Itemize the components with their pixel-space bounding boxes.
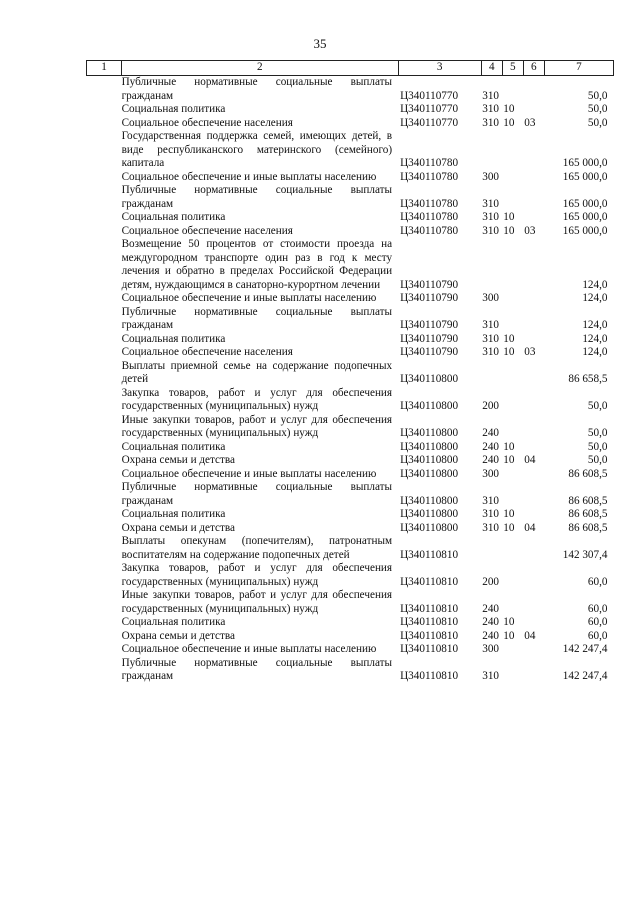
row-spacer: [87, 414, 122, 441]
table-row: [87, 103, 614, 117]
row-sum: 86 658,5: [568, 373, 608, 385]
table-row: [87, 414, 614, 441]
row-pr: 04: [524, 629, 536, 642]
row-name: Иные закупки товаров, работ и услуг для обеспечения государственных (муниципальных) нужд: [121, 413, 393, 439]
row-pr: [523, 562, 544, 589]
row-spacer: [87, 130, 122, 171]
row-rz: 10: [503, 454, 515, 466]
row-rz: 10: [503, 332, 515, 345]
row-rz: [502, 414, 523, 441]
row-sum: 50,0: [587, 427, 608, 439]
row-sum: 50,0: [587, 400, 608, 412]
row-code: Ц340110780: [400, 170, 459, 183]
row-vr: 310: [482, 670, 500, 682]
row-code: Ц340110810: [400, 616, 459, 628]
row-spacer: [87, 616, 122, 630]
row-code: Ц340110780: [400, 157, 459, 169]
row-vr: 240: [482, 454, 500, 466]
row-spacer: [87, 103, 122, 117]
row-sum: 165 000,0: [562, 197, 608, 210]
row-name: Социальное обеспечение и иные выплаты населению: [121, 170, 377, 183]
row-spacer: [87, 522, 122, 536]
row-name: Публичные нормативные социальные выплаты гражданам: [121, 76, 393, 102]
table-row: [87, 616, 614, 630]
row-sum: 124,0: [582, 292, 608, 304]
row-spacer: [87, 117, 122, 131]
row-pr: 03: [524, 224, 536, 237]
row-rz: [502, 468, 523, 482]
row-pr: [523, 103, 544, 117]
row-spacer: [87, 535, 122, 562]
row-vr: 310: [482, 319, 500, 331]
row-sum: 60,0: [587, 575, 608, 588]
row-vr: 310: [482, 211, 500, 223]
row-sum: 50,0: [587, 454, 608, 466]
row-vr: 300: [482, 170, 500, 183]
row-code: Ц340110770: [400, 89, 459, 102]
row-vr: 240: [482, 629, 500, 642]
table-row: [87, 657, 614, 684]
row-name: Социальное обеспечение населения: [121, 224, 293, 237]
row-sum: 60,0: [587, 616, 608, 628]
row-rz: [502, 76, 523, 104]
row-name: Социальная политика: [121, 103, 226, 115]
row-rz: [502, 292, 523, 306]
row-rz: 10: [503, 224, 515, 237]
table-row: [87, 481, 614, 508]
row-pr: 03: [524, 116, 536, 129]
row-sum: 124,0: [582, 346, 608, 358]
table-row: [87, 211, 614, 225]
table-row: [87, 171, 614, 185]
table-body: [87, 76, 614, 684]
row-name: Социальное обеспечение и иные выплаты населению: [121, 467, 377, 480]
row-rz: [502, 643, 523, 657]
row-rz: 10: [503, 629, 515, 642]
row-sum: 124,0: [582, 278, 608, 291]
row-code: Ц340110790: [400, 346, 459, 358]
table-row: [87, 630, 614, 644]
row-sum: 50,0: [587, 89, 608, 102]
row-rz: 10: [503, 508, 515, 520]
row-rz: [502, 306, 523, 333]
row-vr: 240: [482, 616, 500, 628]
table-row: [87, 562, 614, 589]
table-row: [87, 643, 614, 657]
row-name: Государственная поддержка семей, имеющих детей, в виде республиканского материнского (семейного) капитала: [121, 130, 393, 169]
row-name: Публичные нормативные социальные выплаты гражданам: [121, 656, 393, 682]
row-pr: [523, 441, 544, 455]
row-pr: [523, 76, 544, 104]
row-pr: [523, 211, 544, 225]
table-row: [87, 76, 614, 104]
row-code: Ц340110780: [400, 211, 459, 223]
table-row: [87, 387, 614, 414]
row-vr: [481, 535, 502, 562]
column-header: 2: [122, 61, 399, 76]
row-rz: [502, 238, 523, 292]
row-vr: 300: [482, 467, 500, 480]
column-header: 3: [398, 61, 481, 76]
row-vr: 300: [482, 292, 500, 304]
row-code: Ц340110780: [400, 197, 459, 210]
row-pr: [523, 616, 544, 630]
row-vr: 310: [482, 346, 500, 358]
table-row: [87, 535, 614, 562]
row-vr: 310: [482, 116, 500, 129]
row-spacer: [87, 454, 122, 468]
row-spacer: [87, 346, 122, 360]
row-code: Ц340110810: [400, 643, 459, 655]
table-row: [87, 130, 614, 171]
row-code: Ц340110780: [400, 224, 459, 237]
row-vr: 310: [482, 494, 500, 507]
row-pr: 04: [524, 454, 536, 466]
table-row: [87, 306, 614, 333]
row-pr: [523, 238, 544, 292]
row-rz: [502, 657, 523, 684]
row-rz: 10: [503, 116, 515, 129]
row-name: Охрана семьи и детства: [121, 454, 235, 466]
row-vr: [481, 238, 502, 292]
row-vr: 310: [482, 224, 500, 237]
row-spacer: [87, 589, 122, 616]
row-vr: [481, 130, 502, 171]
row-vr: 240: [482, 602, 500, 615]
row-pr: 04: [524, 521, 536, 534]
row-name: Социальная политика: [121, 616, 226, 628]
row-spacer: [87, 468, 122, 482]
row-sum: 86 608,5: [568, 494, 608, 507]
table-row: [87, 225, 614, 239]
row-code: Ц340110810: [400, 670, 459, 682]
row-sum: 124,0: [582, 319, 608, 331]
row-pr: [523, 387, 544, 414]
row-pr: [523, 184, 544, 211]
row-pr: [523, 292, 544, 306]
row-vr: 310: [482, 103, 500, 115]
row-pr: [523, 643, 544, 657]
row-spacer: [87, 306, 122, 333]
row-sum: 60,0: [587, 602, 608, 615]
row-rz: [502, 535, 523, 562]
table-row: [87, 238, 614, 292]
table-row: [87, 292, 614, 306]
row-pr: [523, 306, 544, 333]
row-code: Ц340110800: [400, 373, 459, 385]
row-vr: 310: [482, 332, 500, 345]
row-rz: 10: [503, 211, 515, 223]
table-row: [87, 117, 614, 131]
column-header: 1: [87, 61, 122, 76]
row-code: Ц340110770: [400, 116, 459, 129]
row-code: Ц340110790: [400, 332, 459, 345]
table-row: [87, 454, 614, 468]
row-pr: [523, 333, 544, 347]
row-code: Ц340110800: [400, 400, 459, 412]
row-spacer: [87, 360, 122, 387]
row-name: Социальное обеспечение населения: [121, 116, 293, 129]
row-vr: [481, 360, 502, 387]
row-vr: 310: [482, 521, 500, 534]
row-name: Социальное обеспечение населения: [121, 346, 293, 358]
row-rz: 10: [503, 346, 515, 358]
row-spacer: [87, 238, 122, 292]
row-rz: [502, 184, 523, 211]
table-row: [87, 441, 614, 455]
table-row: [87, 522, 614, 536]
row-rz: [502, 360, 523, 387]
row-vr: 300: [482, 643, 500, 655]
row-rz: 10: [503, 521, 515, 534]
row-pr: [523, 468, 544, 482]
row-sum: 124,0: [582, 332, 608, 345]
row-rz: 10: [503, 616, 515, 628]
table-row: [87, 468, 614, 482]
row-vr: 310: [482, 89, 500, 102]
row-code: Ц340110770: [400, 103, 459, 115]
row-pr: [523, 130, 544, 171]
row-code: Ц340110790: [400, 278, 459, 291]
table-row: [87, 589, 614, 616]
row-sum: 86 608,5: [568, 521, 608, 534]
column-header: 7: [544, 61, 613, 76]
row-spacer: [87, 292, 122, 306]
row-sum: 142 247,4: [562, 643, 608, 655]
row-code: Ц340110800: [400, 521, 459, 534]
row-sum: 86 608,5: [568, 508, 608, 520]
row-name: Социальное обеспечение и иные выплаты населению: [121, 292, 377, 304]
row-pr: [523, 360, 544, 387]
row-spacer: [87, 211, 122, 225]
row-name: Публичные нормативные социальные выплаты гражданам: [121, 305, 393, 331]
row-vr: 240: [482, 427, 500, 439]
row-code: Ц340110800: [400, 440, 459, 453]
row-rz: [502, 562, 523, 589]
row-name: Публичные нормативные социальные выплаты гражданам: [121, 184, 393, 210]
row-name: Возмещение 50 процентов от стоимости проезда на междугородном транспорте один раз в год к месту лечения и обратно в пределах Российской Федерации детям, нуждающимся в санаторно-курортном лечении: [121, 238, 393, 291]
row-sum: 60,0: [587, 629, 608, 642]
row-rz: [502, 481, 523, 508]
row-pr: [523, 414, 544, 441]
row-pr: [523, 657, 544, 684]
row-pr: [523, 481, 544, 508]
row-sum: 165 000,0: [562, 157, 608, 169]
row-sum: 50,0: [587, 116, 608, 129]
row-sum: 142 307,4: [562, 548, 608, 561]
row-sum: 165 000,0: [562, 211, 608, 223]
row-name: Иные закупки товаров, работ и услуг для обеспечения государственных (муниципальных) нужд: [121, 589, 393, 615]
row-code: Ц340110810: [400, 602, 459, 615]
budget-table: [86, 60, 614, 684]
row-spacer: [87, 387, 122, 414]
row-name: Публичные нормативные социальные выплаты гражданам: [121, 481, 393, 507]
row-vr: 310: [482, 197, 500, 210]
row-name: Закупка товаров, работ и услуг для обеспечения государственных (муниципальных) нужд: [121, 562, 393, 588]
column-header: 4: [481, 61, 502, 76]
row-sum: 50,0: [587, 440, 608, 453]
row-name: Выплаты опекунам (попечителям), патронатным воспитателям на содержание подопечных детей: [121, 535, 393, 561]
row-spacer: [87, 508, 122, 522]
row-code: Ц340110790: [400, 292, 459, 304]
row-pr: [523, 171, 544, 185]
row-vr: 240: [482, 440, 500, 453]
row-rz: 10: [503, 440, 515, 453]
column-header: 5: [502, 61, 523, 76]
row-name: Социальная политика: [121, 440, 226, 453]
row-vr: 200: [482, 400, 500, 412]
page-number: 35: [313, 36, 327, 51]
table-row: [87, 184, 614, 211]
row-name: Охрана семьи и детства: [121, 629, 235, 642]
row-spacer: [87, 225, 122, 239]
row-sum: 86 608,5: [568, 467, 608, 480]
row-rz: [502, 387, 523, 414]
row-spacer: [87, 643, 122, 657]
row-name: Охрана семьи и детства: [121, 521, 235, 534]
row-spacer: [87, 481, 122, 508]
row-pr: 03: [524, 346, 536, 358]
column-header: 6: [523, 61, 544, 76]
table-header-row: [87, 61, 614, 76]
row-pr: [523, 508, 544, 522]
row-pr: [523, 589, 544, 616]
row-name: Социальная политика: [121, 332, 226, 345]
table-row: [87, 508, 614, 522]
row-name: Социальная политика: [121, 508, 226, 520]
row-rz: [502, 171, 523, 185]
row-name: Социальное обеспечение и иные выплаты населению: [121, 643, 377, 655]
row-sum: 165 000,0: [562, 170, 608, 183]
row-vr: 310: [482, 508, 500, 520]
row-code: Ц340110810: [400, 575, 459, 588]
row-name: Закупка товаров, работ и услуг для обеспечения государственных (муниципальных) нужд: [121, 386, 393, 412]
row-spacer: [87, 441, 122, 455]
row-spacer: [87, 333, 122, 347]
row-code: Ц340110800: [400, 427, 459, 439]
row-sum: 165 000,0: [562, 224, 608, 237]
row-code: Ц340110790: [400, 319, 459, 331]
row-code: Ц340110810: [400, 548, 459, 561]
table-row: [87, 346, 614, 360]
table-row: [87, 360, 614, 387]
row-code: Ц340110800: [400, 494, 459, 507]
row-name: Социальная политика: [121, 211, 226, 223]
row-code: Ц340110800: [400, 467, 459, 480]
row-spacer: [87, 76, 122, 104]
row-rz: 10: [503, 103, 515, 115]
row-code: Ц340110800: [400, 454, 459, 466]
row-spacer: [87, 184, 122, 211]
row-rz: [502, 589, 523, 616]
row-spacer: [87, 657, 122, 684]
row-spacer: [87, 562, 122, 589]
row-sum: 50,0: [587, 103, 608, 115]
table-row: [87, 333, 614, 347]
row-spacer: [87, 171, 122, 185]
row-vr: 200: [482, 575, 500, 588]
row-pr: [523, 535, 544, 562]
row-code: Ц340110800: [400, 508, 459, 520]
row-name: Выплаты приемной семье на содержание подопечных детей: [121, 359, 393, 385]
row-code: Ц340110810: [400, 629, 459, 642]
row-rz: [502, 130, 523, 171]
row-spacer: [87, 630, 122, 644]
row-sum: 142 247,4: [562, 670, 608, 682]
